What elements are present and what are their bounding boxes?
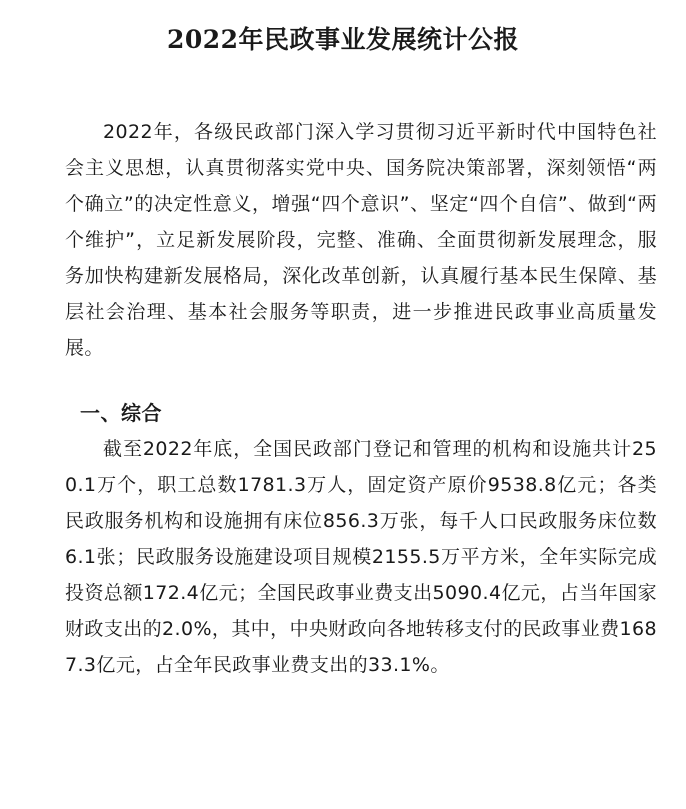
document-title: 2022年民政事业发展统计公报 — [166, 25, 520, 54]
intro-paragraph: 2022年，各级民政部门深入学习贯彻习近平新时代中国特色社会主义思想，认真贯彻落实党中央、国务院决策部署，深刻领悟“两个确立”的决定性意义，增强“四个意识”、坚定“四个自信”、做到“两个维护”，立足新发展阶段，完整、准确、全面贯彻新发展理念，服务加快构建新发展格局，深化改革创新，认真履行基本民生保障、基层社会治理、基本社会服务等职责，进一步推进民政事业高质量发展。 — [65, 121, 657, 359]
section-heading-overview: 一、综合 — [80, 401, 162, 425]
section-overview-paragraph: 截至2022年底，全国民政部门登记和管理的机构和设施共计250.1万个，职工总数1781.3万人，固定资产原价9538.8亿元；各类民政服务机构和设施拥有床位856.3万张，每千人口民政服务床位数6.1张；民政服务设施建设项目规模2155.5万平方米，全年实际完成投资总额172.4亿元；全国民政事业费支出5090.4亿元，占当年国家财政支出的2.0%，其中，中央财政向各地转移支付的民政事业费1687.3亿元，占全年民政事业费支出的33.1%。 — [65, 438, 657, 676]
